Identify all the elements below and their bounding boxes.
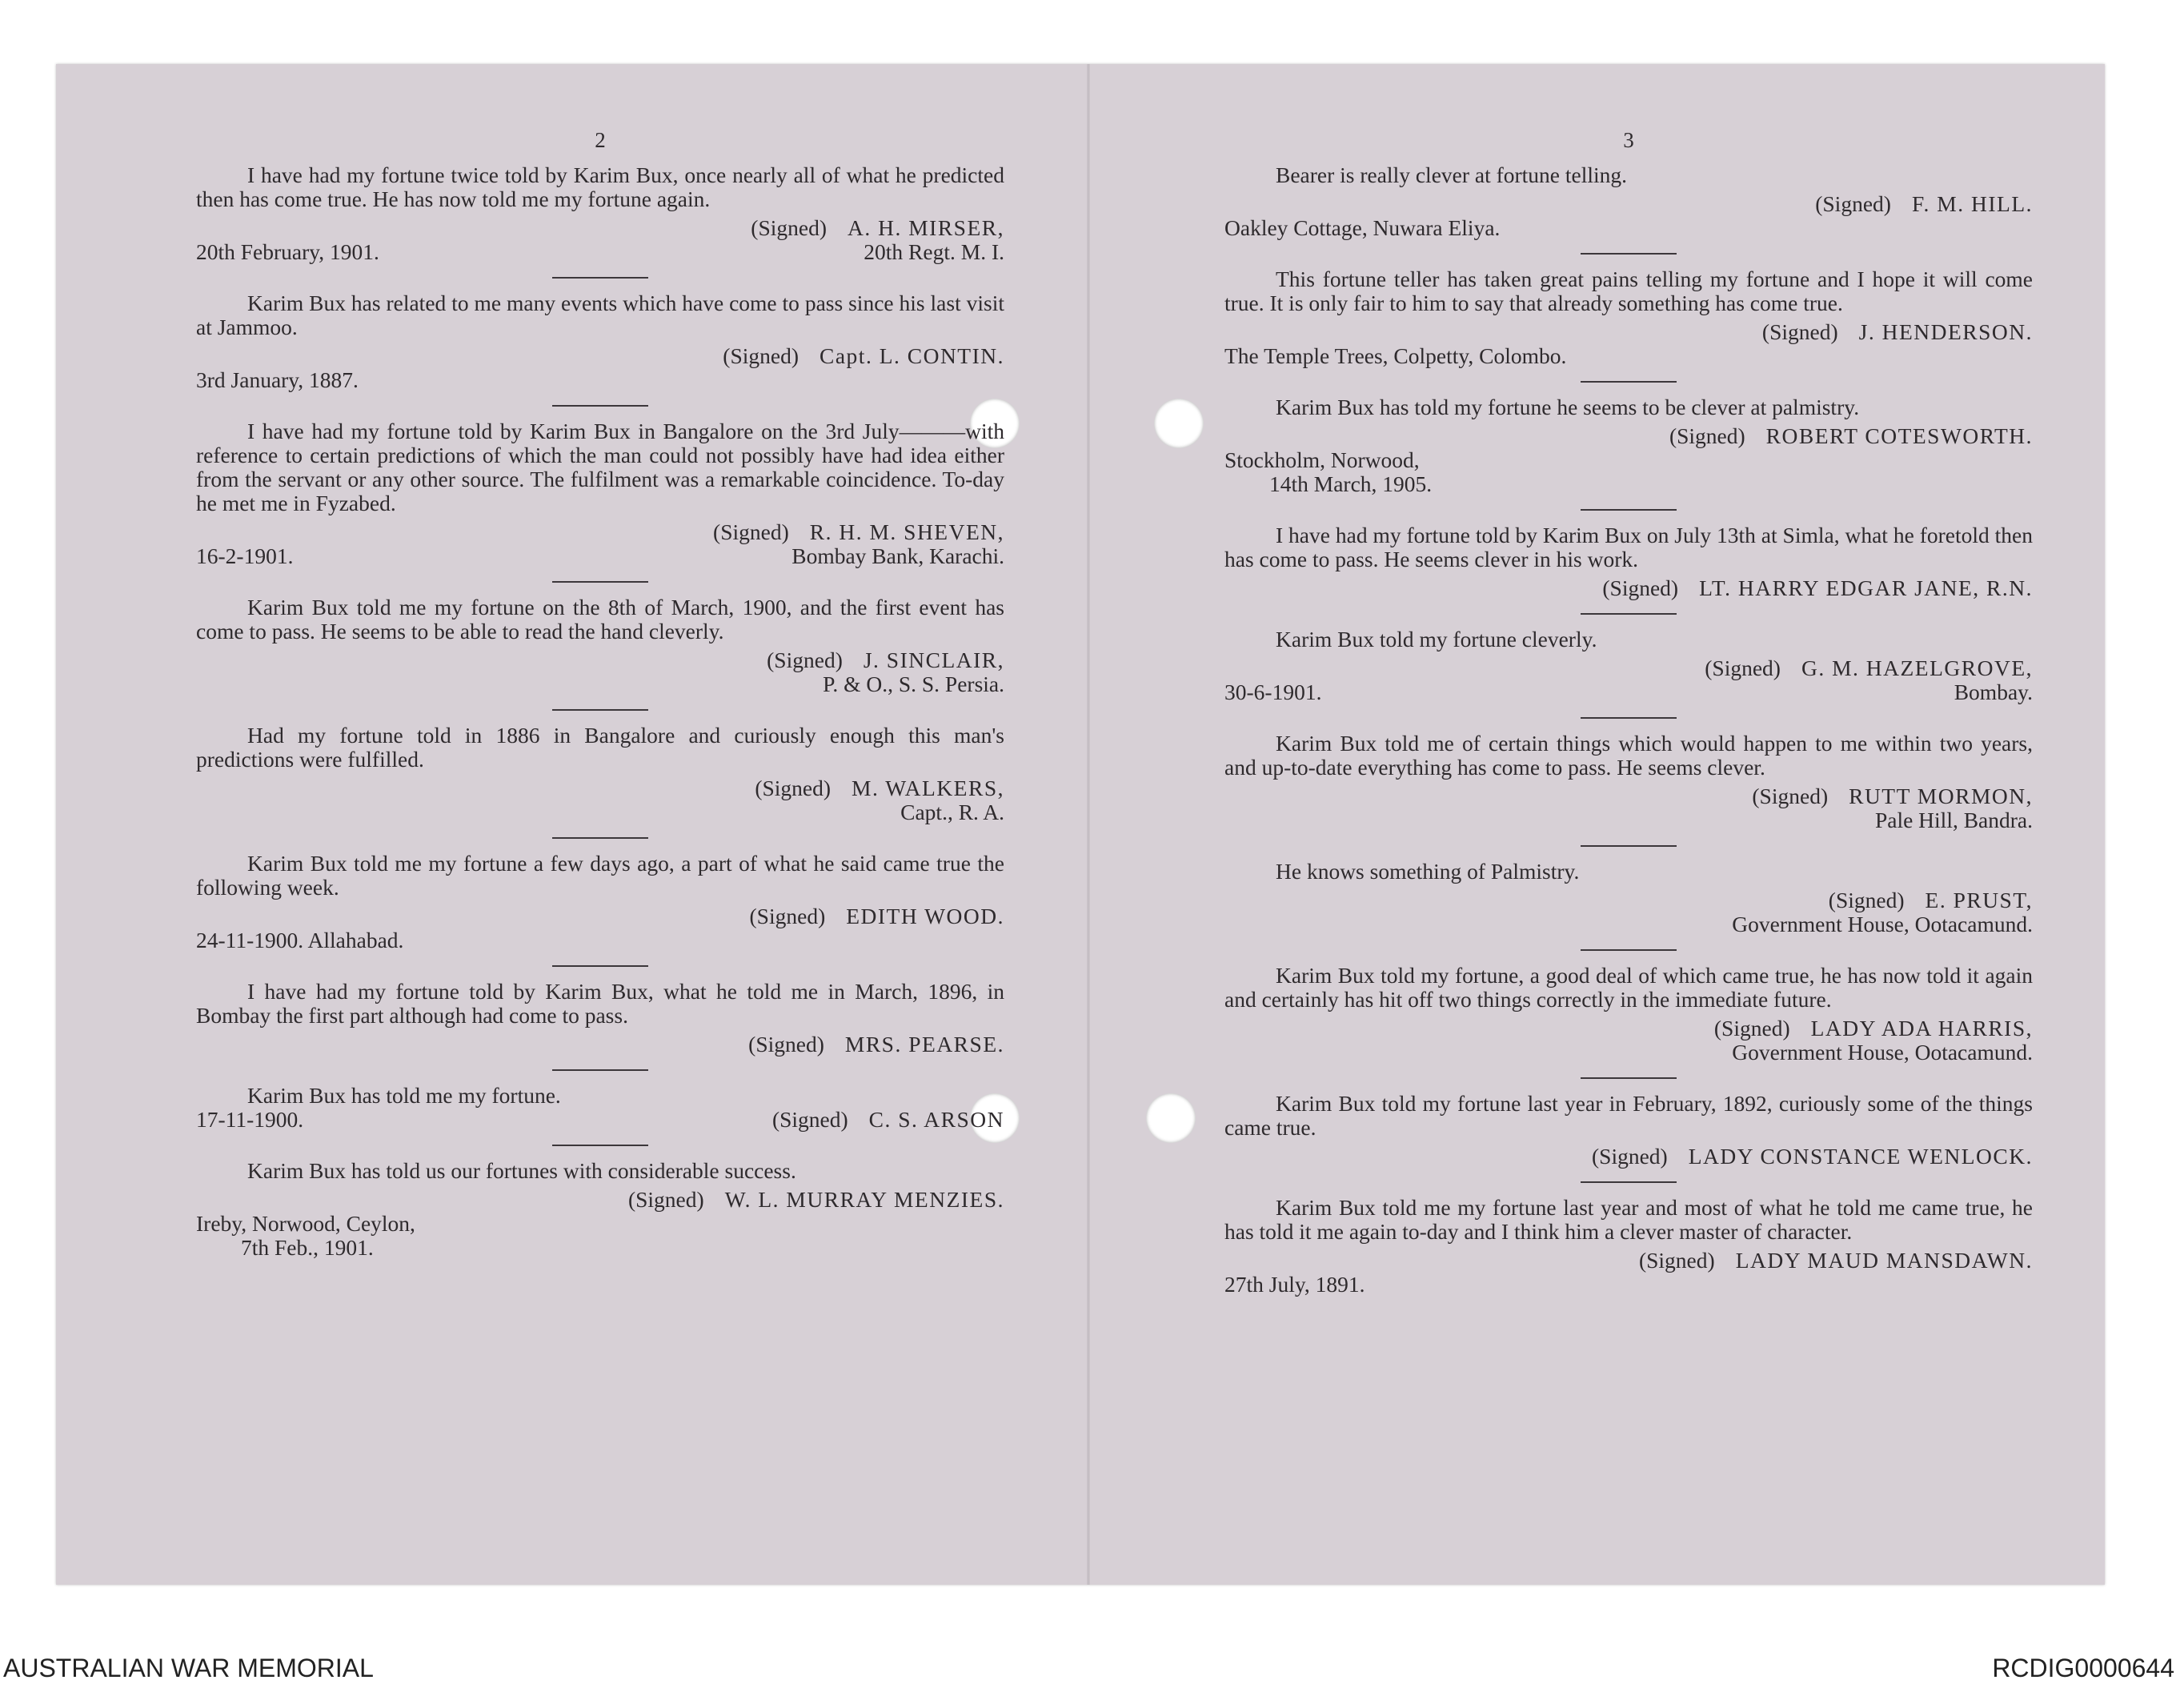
testimonial [1224,1196,2033,1297]
date: 14th March, 1905. [1269,471,1433,496]
testimonial [1224,395,2033,496]
testimonial [1224,523,2033,600]
date: 16-2-1901. [196,543,294,568]
location: Stockholm, Norwood, [1224,447,1420,472]
signed-label: (Signed) [751,215,828,240]
testimonial-text: This fortune teller has taken great pains telling my fortune and I hope it will come true. It is only fair to him to say that already something has come true. [1224,267,2033,315]
signatory-name: G. M. HAZELGROVE, [1801,656,2033,680]
page-number: 2 [595,128,606,152]
affiliation: Government House, Ootacamund. [1732,1040,2033,1065]
divider [1581,717,1677,719]
affiliation: Bombay. [1954,680,2033,704]
testimonial-text: Karim Bux told me my fortune last year and most of what he told me came true, he has told it me again to-day and I think him a clever master of character. [1224,1195,2033,1244]
affiliation: Capt., R. A. [900,800,1004,824]
testimonial-text: I have had my fortune twice told by Karim Bux, once nearly all of what he predicted then has come true. He has now told me my fortune again. [196,162,1004,211]
signatory-name: RUTT MORMON, [1849,784,2033,808]
divider [1581,1181,1677,1183]
testimonial [1224,627,2033,704]
testimonial [196,852,1004,952]
signed-label: (Signed) [1752,784,1829,808]
testimonial [1224,163,2033,240]
testimonial [196,291,1004,392]
testimonial [1224,964,2033,1065]
testimonial-text: Karim Bux has told me my fortune. [247,1083,561,1108]
testimonial-text: Karim Bux has told my fortune he seems to be clever at palmistry. [1276,395,1860,419]
signed-label: (Signed) [767,648,843,672]
testimonial-text: Had my fortune told in 1886 in Bangalore and curiously enough this man's predictions were fulfilled. [196,723,1004,772]
signatory-name: F. M. HILL. [1911,191,2033,216]
divider [552,581,648,583]
date: 24-11-1900. Allahabad. [196,928,404,952]
testimonial-text: I have had my fortune told by Karim Bux, what he told me in March, 1896, in Bombay the first part although had come to pass. [196,979,1004,1028]
testimonial [196,419,1004,568]
signed-label: (Signed) [1828,888,1905,912]
testimonial [196,1084,1004,1132]
divider [552,405,648,407]
signed-label: (Signed) [755,776,832,800]
testimonial-text: He knows something of Palmistry. [1276,859,1580,884]
left-page [196,128,1004,1569]
signatory-name: Capt. L. CONTIN. [820,343,1004,368]
testimonial [196,724,1004,824]
divider [1581,949,1677,951]
location: The Temple Trees, Colpetty, Colombo. [1224,343,1567,368]
divider [1581,381,1677,383]
location: Ireby, Norwood, Ceylon, [196,1211,415,1236]
signed-label: (Signed) [1602,575,1679,600]
testimonial-text: Karim Bux told my fortune last year in February, 1892, curiously some of the things came true. [1224,1091,2033,1140]
center-fold [1087,64,1090,1585]
signed-label: (Signed) [771,1107,848,1132]
affiliation: Pale Hill, Bandra. [1874,808,2033,832]
divider [1581,509,1677,511]
signed-label: (Signed) [1705,656,1781,680]
signatory-name: J. SINCLAIR, [863,648,1004,672]
signatory-name: LADY CONSTANCE WENLOCK. [1688,1144,2033,1169]
signed-label: (Signed) [1592,1144,1668,1169]
signatory-name: LT. HARRY EDGAR JANE, R.N. [1699,575,2033,600]
signed-label: (Signed) [1761,319,1838,344]
signed-label: (Signed) [1669,423,1745,448]
signatory-name: M. WALKERS, [852,776,1004,800]
divider [1581,613,1677,615]
testimonial-text: Karim Bux has told us our fortunes with considerable success. [247,1158,796,1183]
signatory-name: LADY MAUD MANSDAWN. [1735,1248,2033,1273]
divider [552,277,648,279]
affiliation: Bombay Bank, Karachi. [791,543,1004,568]
divider [552,965,648,967]
signed-label: (Signed) [749,904,826,928]
affiliation: P. & O., S. S. Persia. [823,672,1004,696]
testimonial-text: Karim Bux told me my fortune a few days ago, a part of what he said came true the following week. [196,851,1004,900]
right-page [1224,128,2033,1569]
signed-label: (Signed) [627,1187,704,1212]
divider [552,1145,648,1146]
testimonial-text: Karim Bux told me my fortune on the 8th of March, 1900, and the first event has come to pass. He seems to be able to read the hand cleverly. [196,595,1004,644]
testimonial-text: Karim Bux has related to me many events which have come to pass since his last visit at Jammoo. [196,291,1004,339]
testimonial [1224,267,2033,368]
page-number: 3 [1623,128,1634,152]
testimonial-text: Karim Bux told my fortune cleverly. [1276,627,1597,652]
signatory-name: MRS. PEARSE. [844,1032,1004,1057]
date: 17-11-1900. [196,1107,304,1132]
punch-hole [1146,1093,1196,1143]
signatory-name: LADY ADA HARRIS, [1810,1016,2033,1040]
testimonial-text: Karim Bux told my fortune, a good deal of which came true, he has now told it again and certainly has hit off two things correctly in the immediate future. [1224,963,2033,1012]
affiliation: 20th Regt. M. I. [864,239,1004,264]
signed-label: (Signed) [1815,191,1891,216]
divider [552,837,648,839]
signatory-name: J. HENDERSON. [1858,319,2033,344]
punch-hole [1154,399,1204,448]
signatory-name: ROBERT COTESWORTH. [1765,423,2033,448]
date: 20th February, 1901. [196,239,379,264]
document-spread [56,64,2105,1585]
date: 7th Feb., 1901. [241,1235,374,1260]
testimonial [196,163,1004,264]
archive-credit: AUSTRALIAN WAR MEMORIAL [3,1654,374,1682]
location: Oakley Cottage, Nuwara Eliya. [1224,215,1501,240]
signatory-name: R. H. M. SHEVEN, [809,519,1004,544]
signatory-name: EDITH WOOD. [846,904,1004,928]
testimonial [196,595,1004,696]
affiliation: Government House, Ootacamund. [1732,912,2033,936]
testimonial [1224,732,2033,832]
signed-label: (Signed) [1713,1016,1790,1040]
date: 27th July, 1891. [1224,1272,1365,1297]
testimonial-text: I have had my fortune told by Karim Bux on July 13th at Simla, what he foretold then has come to pass. He seems clever in his work. [1224,523,2033,571]
divider [552,1069,648,1071]
signatory-name: C. S. ARSON [868,1107,1004,1132]
signed-label: (Signed) [723,343,799,368]
testimonial [196,980,1004,1057]
signed-label: (Signed) [713,519,789,544]
signed-label: (Signed) [1638,1248,1715,1273]
signatory-name: E. PRUST, [1925,888,2033,912]
date: 3rd January, 1887. [196,367,359,392]
testimonial [1224,860,2033,936]
testimonial-text: Bearer is really clever at fortune telling. [1276,162,1628,187]
record-id: RCDIG0000644 [1992,1654,2174,1682]
testimonial-text: Karim Bux told me of certain things which would happen to me within two years, and up-to-date everything has come to pass. He seems clever. [1224,731,2033,780]
date: 30-6-1901. [1224,680,1322,704]
divider [1581,845,1677,847]
testimonial-text: I have had my fortune told by Karim Bux in Bangalore on the 3rd July———with reference to certain predictions of which the man could not possibly have had idea either from the servant or any other source. The fulfilment was a remarkable coincidence. To-day he met me in Fyzabed. [196,419,1004,515]
divider [1581,253,1677,255]
signed-label: (Signed) [748,1032,824,1057]
testimonial [1224,1092,2033,1169]
testimonial [196,1159,1004,1260]
signatory-name: A. H. MIRSER, [848,215,1004,240]
divider [1581,1077,1677,1079]
signatory-name: W. L. MURRAY MENZIES. [724,1187,1004,1212]
divider [552,709,648,711]
